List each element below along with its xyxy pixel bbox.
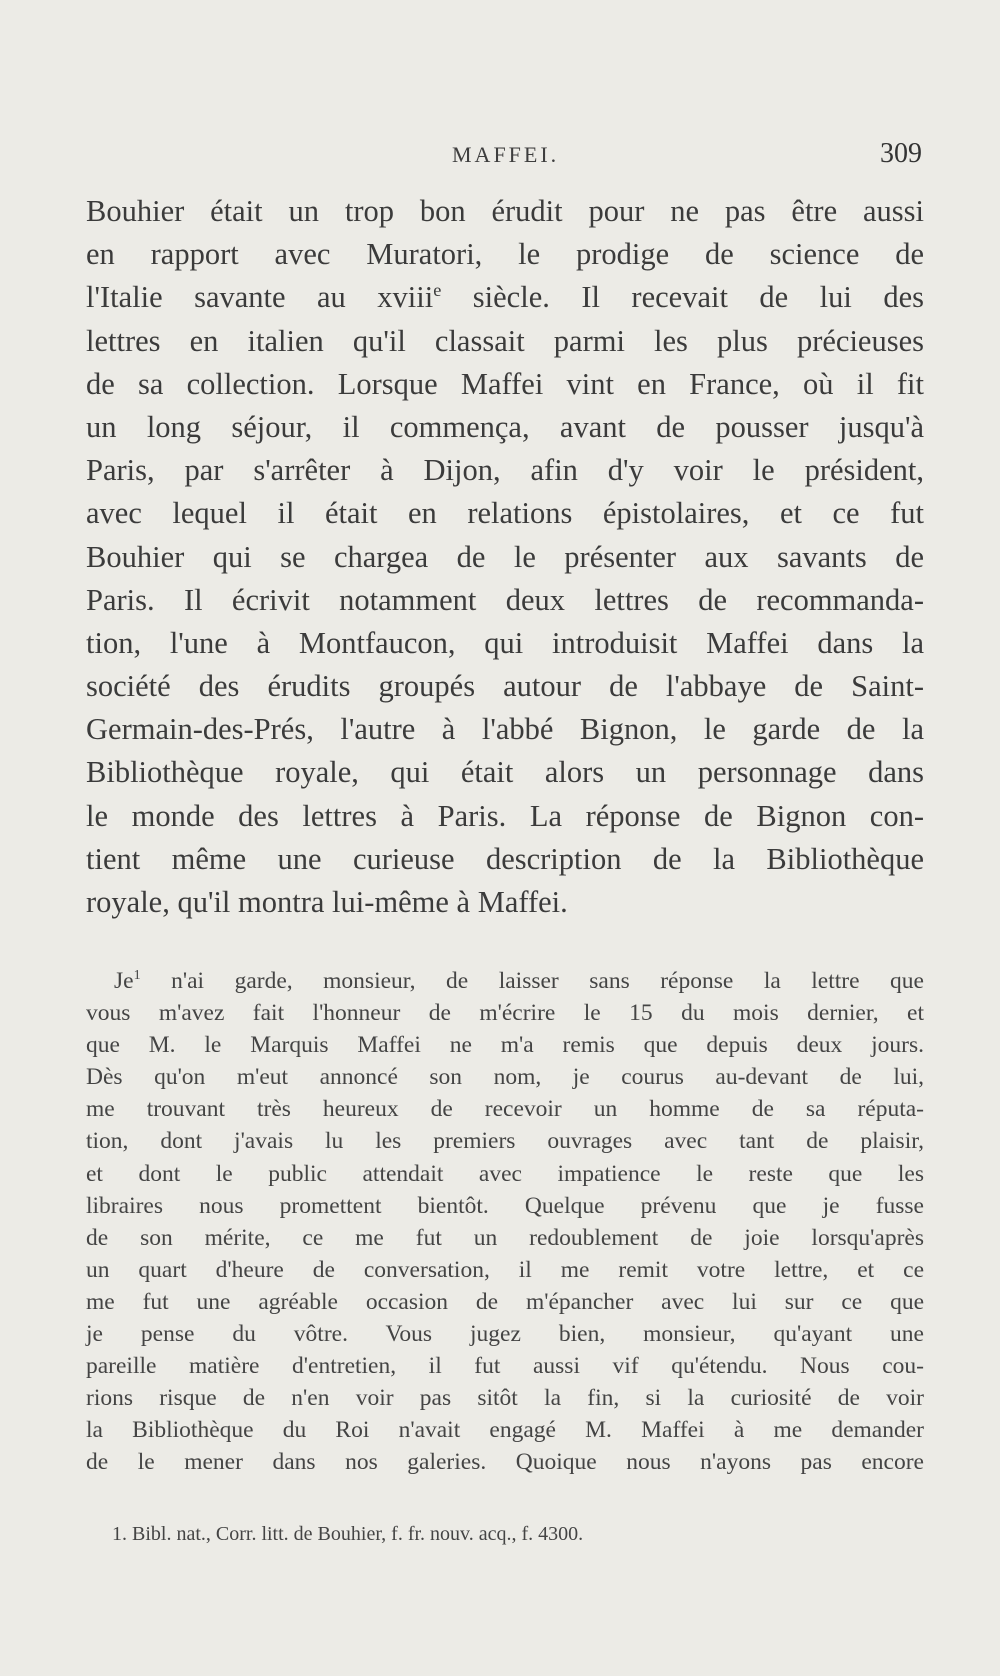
quote-line: de le mener dans nos galeries. Quoique nous n'ayons pas encore [86, 1449, 924, 1476]
text-line [86, 276, 924, 319]
quote-line: un quart d'heure de conversation, il me remit votre lettre, et ce [86, 1256, 924, 1283]
quote-line: que M. le Marquis Maffei ne m'a remis que depuis deux jours. [86, 1032, 924, 1059]
text-line: Bouhier qui se chargea de le présenter aux savants de [86, 539, 924, 574]
superscript: e [433, 280, 442, 301]
quote-first-word: Je [114, 968, 134, 994]
text-line: lettres en italien qu'il classait parmi les plus précieuses [86, 323, 924, 358]
quoted-letter [86, 965, 924, 1479]
quote-line: me trouvant très heureux de recevoir un homme de sa réputa- [86, 1096, 924, 1123]
text-line: Paris, par s'arrêter à Dijon, afin d'y voir le président, [86, 453, 924, 488]
text-line: avec lequel il était en relations épistolaires, et ce fut [86, 496, 924, 531]
running-title: MAFFEI. [452, 142, 560, 167]
quote-line: libraires nous promettent bientôt. Quelque prévenu que je fusse [86, 1192, 924, 1219]
text-line: société des érudits groupés autour de l'abbaye de Saint- [86, 669, 924, 704]
text-line: royale, qu'il montra lui-même à Maffei. [86, 885, 568, 919]
text-fragment: siècle. Il recevait de lui des [441, 280, 924, 315]
text-line: le monde des lettres à Paris. La réponse de Bignon con- [86, 798, 924, 833]
page-header [0, 138, 1000, 178]
footnote: 1. Bibl. nat., Corr. litt. de Bouhier, f. fr. nouv. acq., f. 4300. [112, 1523, 584, 1545]
text-line: tion, l'une à Montfaucon, qui introduisit Maffei dans la [86, 625, 924, 660]
quote-line [86, 965, 924, 997]
quote-line: de son mérite, ce me fut un redoublement de joie lorsqu'après [86, 1224, 924, 1251]
text-line: Bouhier était un trop bon érudit pour ne pas être aussi [86, 194, 924, 228]
text-line: tient même une curieuse description de la Bibliothèque [86, 841, 924, 876]
text-fragment: n'ai garde, monsieur, de laisser sans réponse la lettre que [140, 968, 924, 994]
quote-line: me fut une agréable occasion de m'épancher avec lui sur ce que [86, 1288, 924, 1315]
quote-line: tion, dont j'avais lu les premiers ouvrages avec tant de plaisir, [86, 1128, 924, 1155]
quote-line: je pense du vôtre. Vous jugez bien, monsieur, qu'ayant une [86, 1321, 924, 1348]
quote-line: la Bibliothèque du Roi n'avait engagé M. Maffei à me demander [86, 1417, 924, 1444]
text-line: Bibliothèque royale, qui était alors un personnage dans [86, 755, 924, 790]
text-fragment: l'Italie savante au xviii [86, 280, 434, 315]
text-line: Paris. Il écrivit notamment deux lettres de recommanda- [86, 582, 924, 617]
quote-line: et dont le public attendait avec impatience le reste que les [86, 1160, 924, 1187]
quote-line: rions risque de n'en voir pas sitôt la fin, si la curiosité de voir [86, 1385, 924, 1412]
text-line: de sa collection. Lorsque Maffei vint en France, où il fit [86, 366, 924, 401]
text-line: Germain-des-Prés, l'autre à l'abbé Bignon, le garde de la [86, 712, 924, 747]
quote-line: vous m'avez fait l'honneur de m'écrire le 15 du mois dernier, et [86, 1000, 924, 1027]
main-paragraph [86, 190, 924, 924]
page-number: 309 [880, 138, 922, 169]
text-line: un long séjour, il commença, avant de pousser jusqu'à [86, 409, 924, 444]
footnote-ref: 1 [133, 967, 141, 984]
quote-line: pareille matière d'entretien, il fut aussi vif qu'étendu. Nous cou- [86, 1353, 924, 1380]
quote-line: Dès qu'on m'eut annoncé son nom, je courus au-devant de lui, [86, 1064, 924, 1091]
text-line: en rapport avec Muratori, le prodige de science de [86, 237, 924, 272]
